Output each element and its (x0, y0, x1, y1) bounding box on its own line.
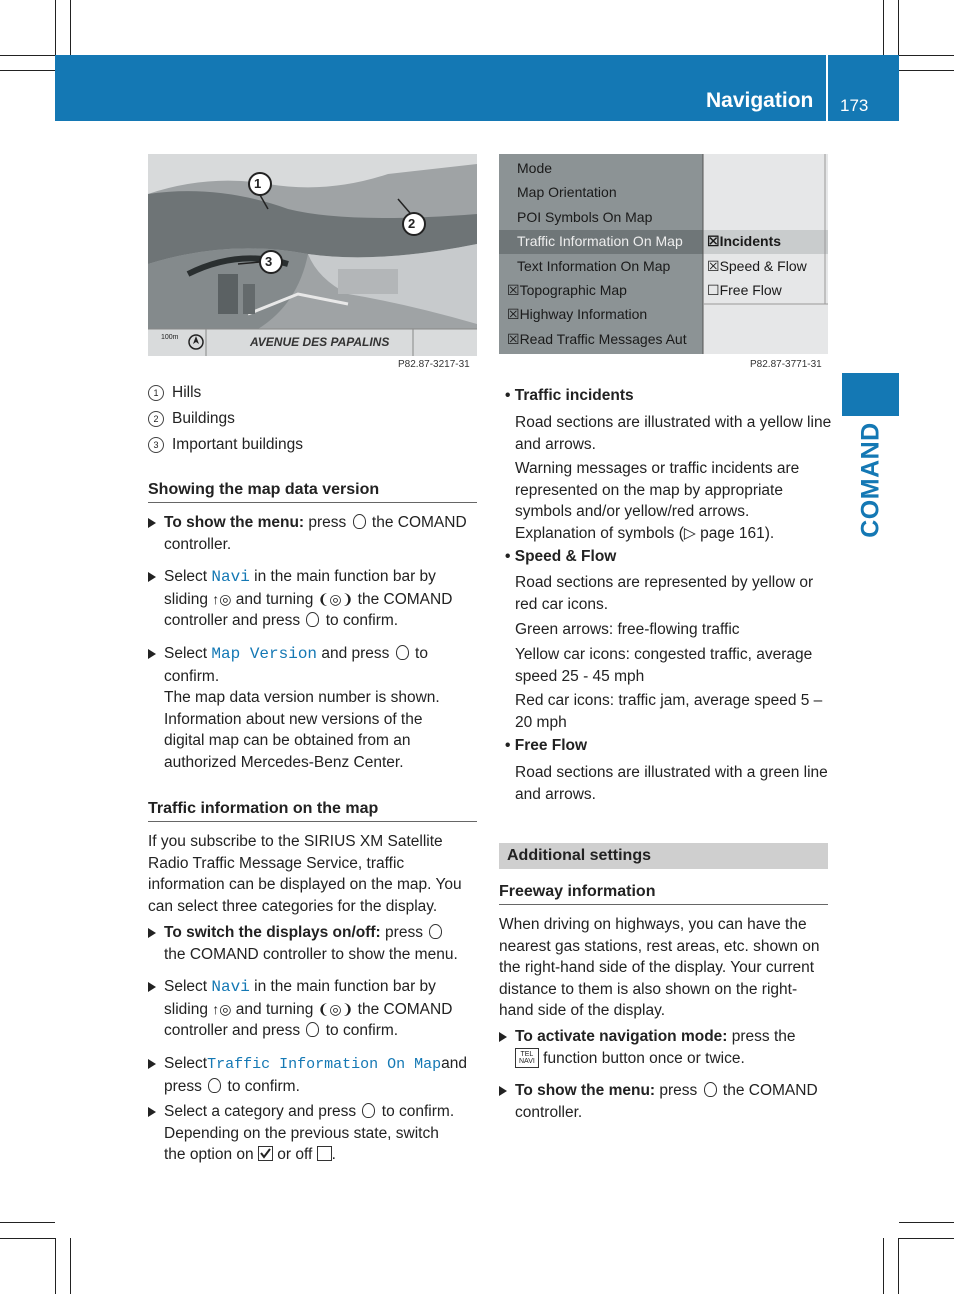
step-arrow-icon (499, 1032, 507, 1042)
press-controller-icon (306, 612, 319, 627)
step-bold: To switch the displays on/off: (164, 924, 381, 941)
intro-paragraph: If you subscribe to the SIRIUS XM Satellite Radio Traffic Message Service, traffic information can be displayed on the map. You can select three categories for the display. (148, 833, 462, 915)
menu-code-navi: Navi (211, 568, 250, 586)
step-text: function button once or twice. (543, 1049, 745, 1067)
menu-code-map-version: Map Version (211, 645, 318, 663)
key-label: TEL (520, 1050, 534, 1058)
legend-number: 2 (148, 411, 164, 427)
legend-item (148, 410, 235, 428)
step-text: press the (731, 1028, 796, 1045)
bullet-paragraph: Road sections are illustrated with a yellow line and arrows. (515, 414, 832, 453)
turn-controller-icon: ❨◎❩ (317, 1000, 354, 1017)
crop-mark (55, 1238, 56, 1294)
screen-figure-caption: P82.87-3771-31 (750, 359, 822, 370)
step-text: the COMAND (357, 590, 453, 608)
step-arrow-icon (148, 928, 156, 938)
crop-mark (0, 1238, 55, 1239)
slide-controller-icon: ↑◎ (212, 590, 232, 607)
step-arrow-icon (148, 518, 156, 528)
press-controller-icon (704, 1082, 717, 1097)
step-bold: To activate navigation mode: (515, 1028, 728, 1045)
press-controller-icon (396, 645, 409, 660)
section-banner-label: Additional settings (507, 847, 651, 864)
press-controller-icon (353, 514, 366, 529)
screen-menu-item-label: Highway Information (519, 306, 648, 322)
step-arrow-icon (148, 1107, 156, 1117)
screen-menu-item: ☒Topographic Map (507, 282, 627, 298)
screen-menu-item: ☒Read Traffic Messages Aut (507, 331, 687, 347)
crop-mark (899, 70, 954, 71)
map-illustration (148, 154, 477, 356)
crop-mark (899, 1222, 954, 1223)
legend-number: 1 (148, 385, 164, 401)
screen-submenu-item: ☐Free Flow (707, 282, 782, 298)
section-rule (499, 904, 828, 905)
step-text: in the main function bar by (254, 978, 436, 995)
step-text: the COMAND (722, 1082, 818, 1099)
step-text: the option on (164, 1146, 254, 1163)
screen-submenu-label: Free Flow (719, 282, 782, 298)
crop-mark (883, 1238, 884, 1294)
step-result: The map data version number is shown. Information about new versions of the digital map can be obtained from an authorized Mercedes-Benz Center. (164, 689, 440, 771)
step-text: to confirm. (325, 612, 399, 629)
step-text: the COMAND (371, 514, 467, 531)
screen-menu-item: Map Orientation (517, 184, 617, 200)
screen-menu-item: Text Information On Map (517, 258, 671, 274)
step-text: . (331, 1146, 336, 1163)
bullet-paragraph: Warning messages or traffic incidents are represented on the map by appropriate symbols and/or yellow/red arrows. Explanation of symbols (▷ page 161). (515, 460, 800, 542)
bullet-label: Free Flow (514, 737, 588, 754)
instruction-step (164, 566, 478, 632)
bullet-paragraph: Road sections are represented by yellow or red car icons. (515, 574, 814, 613)
checkbox-checked-icon (258, 1146, 273, 1161)
press-controller-icon (306, 1022, 319, 1037)
side-tab-marker (842, 373, 899, 416)
section-heading: Showing the map data version (148, 481, 380, 498)
step-text: and turning (235, 1000, 314, 1018)
map-marker-3: 3 (265, 254, 273, 269)
legend-label: Buildings (172, 410, 235, 427)
menu-code-navi: Navi (211, 978, 250, 996)
screen-figure (499, 154, 828, 354)
step-text: press (385, 924, 423, 941)
legend-number: 3 (148, 437, 164, 453)
bullet-paragraph: Yellow car icons: congested traffic, average speed 25 - 45 mph (515, 646, 813, 685)
step-text: the COMAND controller to show the menu. (164, 945, 458, 963)
crop-mark (898, 0, 899, 55)
step-text: and (441, 1055, 468, 1072)
screen-submenu-label: Speed & Flow (719, 258, 807, 274)
tel-navi-button-icon (515, 1048, 539, 1068)
bullet-heading: • Traffic incidents (505, 387, 634, 404)
instruction-step (164, 512, 478, 555)
map-figure (148, 154, 477, 356)
screen-menu-item-label: Read Traffic Messages Aut (519, 331, 687, 347)
section-heading: Freeway information (499, 883, 656, 900)
step-text: controller and press (164, 1022, 301, 1039)
step-text: controller and press (164, 612, 301, 629)
step-text: controller. (164, 535, 232, 553)
step-text: press (308, 514, 347, 531)
screen-submenu-item: ☒Incidents (707, 233, 782, 249)
screen-menu-item: POI Symbols On Map (517, 209, 653, 225)
bullet-label: Speed & Flow (514, 548, 617, 565)
step-text: Select (164, 978, 208, 995)
section-rule (148, 502, 477, 503)
page-title: Navigation (706, 89, 814, 112)
bullet-paragraph: Road sections are illustrated with a green line and arrows. (515, 764, 828, 803)
step-text: Select (164, 568, 208, 585)
crop-mark (70, 1238, 71, 1294)
bullet-label: Traffic incidents (514, 387, 634, 404)
step-text: to confirm. (325, 1022, 399, 1039)
map-marker-1: 1 (254, 176, 262, 191)
freeway-paragraph: When driving on highways, you can have the nearest gas stations, rest areas, etc. shown on the right-hand side of the display. Your current distance to them is also shown on the right-hand side of the display. (499, 916, 820, 1019)
legend-item (148, 384, 201, 402)
step-text: Select (164, 1055, 208, 1072)
section-banner (499, 843, 828, 869)
bullet-paragraph: Green arrows: free-flowing traffic (515, 621, 740, 638)
step-text: to confirm. (381, 1103, 455, 1120)
instruction-step (164, 976, 478, 1042)
page-number: 173 (840, 96, 869, 115)
instruction-step (164, 643, 478, 687)
step-bold: To show the menu: (164, 514, 305, 531)
screen-submenu-label: Incidents (719, 233, 782, 249)
slide-controller-icon: ↑◎ (212, 1000, 232, 1017)
step-text: to confirm. (227, 1077, 300, 1095)
press-controller-icon (429, 924, 442, 939)
instruction-step (164, 1053, 482, 1097)
bullet-paragraph: Red car icons: traffic jam, average speed 5 – 20 mph (515, 692, 823, 731)
step-text: press (659, 1082, 698, 1099)
step-text: sliding (164, 590, 208, 608)
instruction-step (515, 1026, 831, 1069)
crop-mark (0, 70, 55, 71)
instruction-step (164, 922, 478, 965)
step-text: or off (277, 1146, 313, 1163)
key-label: NAVI (519, 1057, 535, 1065)
header-divider (826, 55, 828, 121)
screen-menu-item-label: Topographic Map (519, 282, 627, 298)
step-text: controller. (515, 1103, 583, 1121)
screen-menu-item: Mode (517, 160, 553, 176)
crop-mark (55, 0, 56, 55)
step-text: in the main function bar by (254, 568, 436, 585)
step-text: Select (164, 645, 208, 662)
step-text: to (415, 645, 428, 662)
step-arrow-icon (148, 982, 156, 992)
screen-menu-item-selected: Traffic Information On Map (517, 233, 683, 249)
press-controller-icon (362, 1103, 375, 1118)
crop-mark (0, 1222, 55, 1223)
map-scale-label: 100m (161, 334, 179, 341)
crop-mark (898, 1238, 899, 1294)
map-marker-2: 2 (408, 216, 416, 231)
screen-menu-item: ☒Highway Information (507, 306, 648, 322)
crop-mark (883, 0, 884, 55)
instruction-step (515, 1080, 833, 1123)
menu-code-traffic-info: Traffic Information On Map (207, 1056, 442, 1073)
section-heading: Traffic information on the map (148, 800, 379, 817)
map-street-label: AVENUE DES PAPALINS (250, 335, 390, 349)
section-rule (148, 821, 477, 822)
map-figure-caption: P82.87-3217-31 (398, 359, 470, 370)
crop-mark (899, 1238, 954, 1239)
step-text: the COMAND (357, 1000, 453, 1018)
step-text: confirm. (164, 667, 220, 685)
step-arrow-icon (499, 1086, 507, 1096)
step-bold: To show the menu: (515, 1082, 656, 1099)
checkbox-unchecked-icon (317, 1146, 332, 1161)
step-text: Select a category and press (164, 1103, 357, 1120)
crop-mark (899, 55, 954, 56)
step-text: sliding (164, 1000, 208, 1018)
legend-item (148, 436, 303, 454)
crop-mark (0, 55, 55, 56)
step-text: and press (321, 645, 390, 662)
crop-mark (70, 0, 71, 55)
step-arrow-icon (148, 649, 156, 659)
bullet-heading: • Free Flow (505, 737, 588, 754)
side-tab-label: COMAND (856, 422, 885, 538)
screen-submenu-item: ☒Speed & Flow (707, 258, 807, 274)
step-text: and turning (235, 590, 314, 608)
step-text: press (164, 1077, 202, 1095)
bullet-heading: • Speed & Flow (505, 548, 617, 565)
step-text: Depending on the previous state, switch (164, 1124, 439, 1142)
step-arrow-icon (148, 1059, 156, 1069)
legend-label: Hills (172, 384, 202, 401)
turn-controller-icon: ❨◎❩ (317, 590, 354, 607)
step-arrow-icon (148, 572, 156, 582)
instruction-step (164, 1101, 482, 1166)
press-controller-icon (208, 1078, 221, 1093)
legend-label: Important buildings (172, 436, 303, 453)
